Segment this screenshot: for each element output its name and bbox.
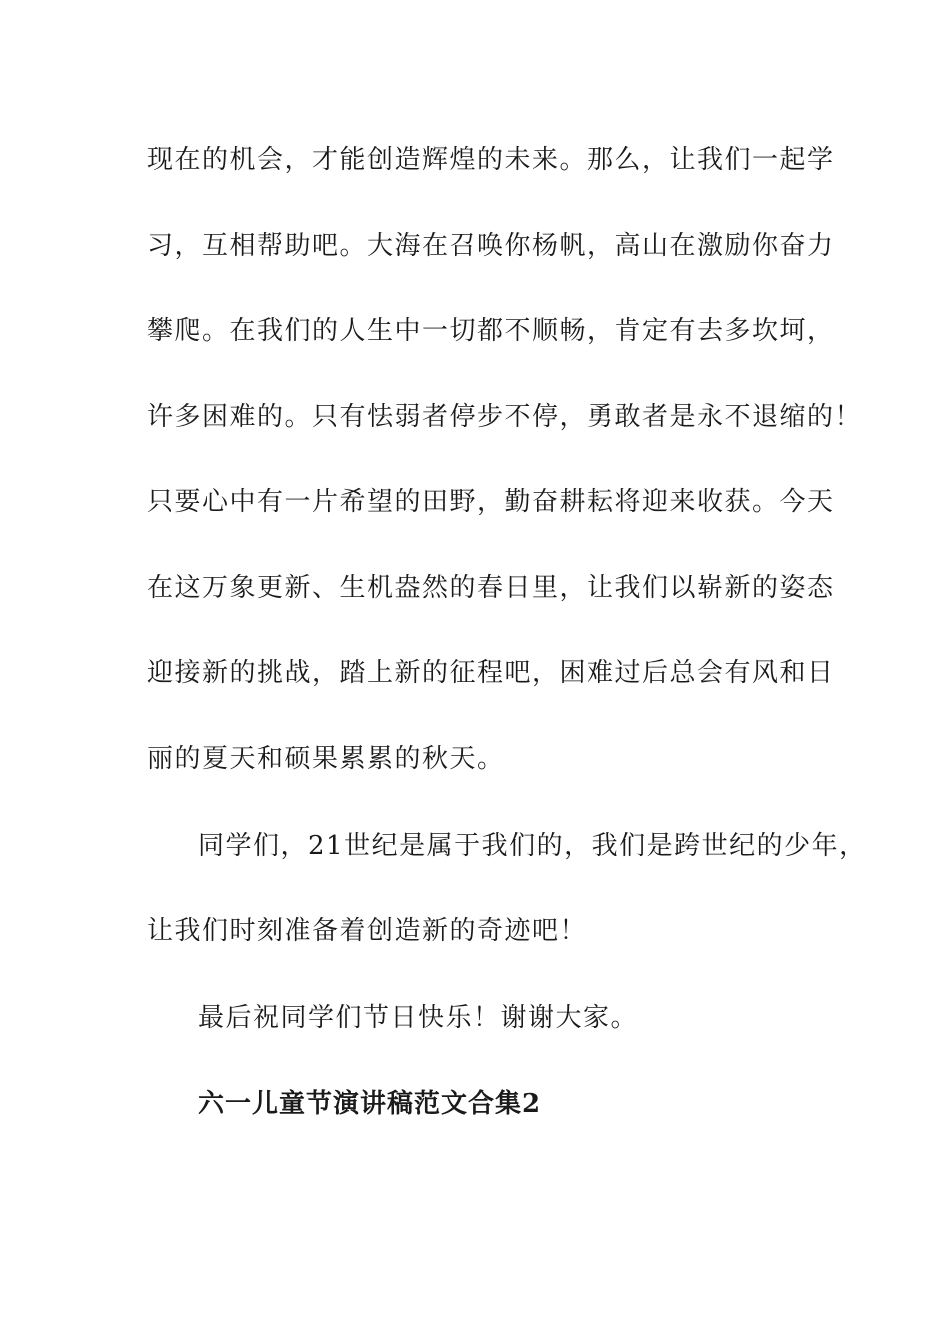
paragraph-line-11: 最后祝同学们节日快乐！谢谢大家。 [198, 1003, 639, 1033]
paragraph-line-7: 迎接新的挑战，踏上新的征程吧，困难过后总会有风和日 [147, 658, 835, 688]
paragraph-line-8: 丽的夏天和硕果累累的秋天。 [147, 744, 505, 774]
paragraph-line-4: 许多困难的。只有怯弱者停步不停，勇敢者是永不退缩的！ [147, 402, 863, 432]
paragraph-line-1: 现在的机会，才能创造辉煌的未来。那么，让我们一起学 [147, 145, 835, 175]
section-heading: 六一儿童节演讲稿范文合集2 [198, 1089, 542, 1119]
paragraph-line-2: 习，互相帮助吧。大海在召唤你杨帆，高山在激励你奋力 [147, 231, 835, 261]
paragraph-line-9: 同学们，21世纪是属于我们的，我们是跨世纪的少年， [198, 831, 867, 861]
paragraph-line-3: 攀爬。在我们的人生中一切都不顺畅，肯定有去多坎坷， [147, 316, 835, 346]
paragraph-line-5: 只要心中有一片希望的田野，勤奋耕耘将迎来收获。今天 [147, 487, 835, 517]
paragraph-line-6: 在这万象更新、生机盎然的春日里，让我们以崭新的姿态 [147, 573, 835, 603]
paragraph-line-10: 让我们时刻准备着创造新的奇迹吧！ [147, 916, 588, 946]
